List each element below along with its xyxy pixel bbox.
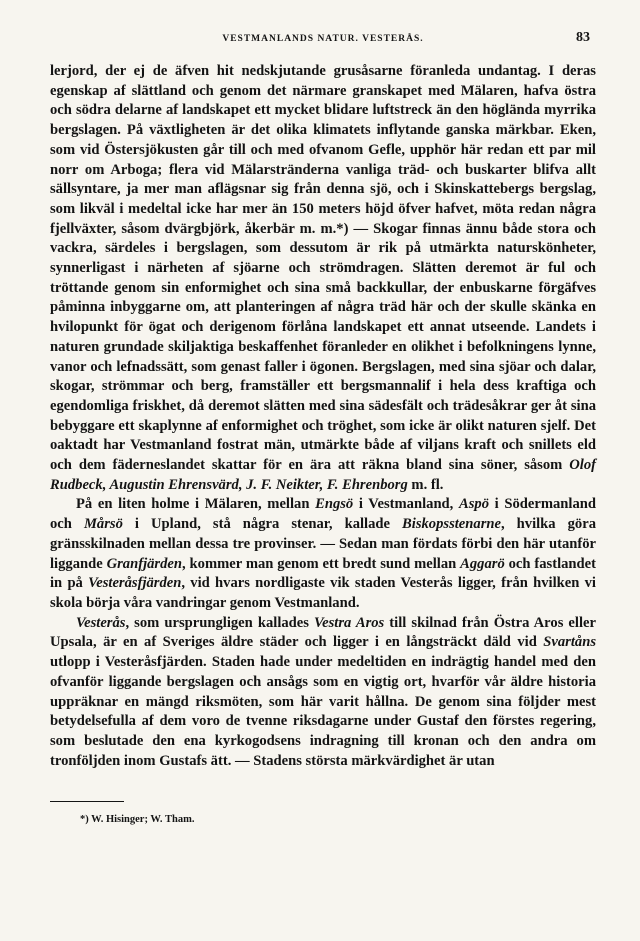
p2-italic-4: Biskopsstenarne	[402, 516, 501, 533]
p2-italic-7: Vesteråsfjärden	[88, 575, 182, 592]
running-title: VESTMANLANDS NATUR. VESTERÅS.	[222, 34, 424, 44]
p3-italic-1: Vesterås	[76, 614, 126, 631]
p2-text-3: i Södermanland och	[50, 496, 596, 533]
p2-text-1: På en liten holme i Mälaren, mellan	[76, 496, 316, 513]
p3-text-2: till skilnad från Östra Aros eller Upsala, är en af Sveriges äldre städer och ligger i en långsträckt däld vid	[50, 614, 596, 651]
p3-italic-3: Svartåns	[543, 634, 596, 651]
footnote-divider	[50, 801, 124, 802]
p2-italic-2: Aspö	[458, 496, 489, 513]
running-head	[50, 30, 596, 56]
paragraph-2	[50, 495, 596, 613]
p2-text-6: , kommer man genom ett bredt sund mellan	[182, 555, 461, 572]
p1-text-2: m. fl.	[407, 476, 444, 493]
p2-italic-1: Engsö	[315, 496, 354, 513]
p2-italic-3: Mårsö	[83, 516, 123, 533]
p3-italic-2: Vestra Aros	[314, 614, 385, 631]
p1-notable-names: Olof Rudbeck, Augustin Ehrensvärd, J. F. Neikter, F. Ehrenborg	[50, 457, 596, 493]
p2-italic-5: Granfjärden	[106, 555, 183, 572]
p2-text-4: i Upland, stå några stenar, kallade	[122, 516, 403, 533]
p2-text-5: , hvilka göra gränsskilnaden mellan dessa tre provinser. — Sedan man fördats förbi den här utanför liggande	[50, 516, 596, 572]
p2-italic-6: Aggarö	[460, 555, 505, 572]
p2-text-8: , vid hvars nordligaste vik staden Vesterås ligger, från hvilken vi skola börja våra vandringar genom Vestmanland.	[50, 575, 596, 611]
paragraph-1	[50, 62, 596, 495]
p3-text-3: utlopp i Vesteråsfjärden. Staden hade under medeltiden en indrägtig handel med den ofvanför liggande bergslagen och ansågs som en vigtig ort, hvarför vår äldre historia uppräknar en mängd riksmöten, som här varit hållna. De genom sina följder mest betydelsefulla af dem voro de tvenne riksdagarne under Gustaf den förstes regering, som beslutade den ena kyrkogodsens indragning till kronan och den andra om tronföljden inom Gustafs ätt. — Stadens största märkvärdighet är utan	[50, 654, 596, 769]
body-text	[50, 62, 596, 771]
p2-text-7: och fastlandet in på	[50, 555, 597, 592]
paragraph-3	[50, 614, 596, 772]
footnote: *) W. Hisinger; W. Tham.	[80, 814, 195, 826]
page-number: 83	[576, 30, 590, 45]
p1-text-1: lerjord, der ej de äfven hit nedskjutande grusåsarne föranleda undantag. I deras egenskap af slättland och genom det närmare granskapet med Mälaren, hafva östra och södra delarne af landskapet ett mycket blidare luftstreck än den höglända myrrika bergslagen. På växtligheten är det olika klimatets inflytande ganska märkbar. Eken, som vid Östersjökusten går till och med ofvanom Gefle, upphör här redan ett par mil norr om Arboga; flera vid Mälarstränderna vanliga träd- och buskarter blifva allt sällsyntare, ja mer man aflägsnar sig från denna sjö, och i Skinskattebergs bergslag, som likväl i medeltal icke har mer än 150 meters höjd öfver hafvet, möta redan några fjellväxter, såsom dvärgbjörk, åkerbär m. m.*) — Skogar finnas ännu både stora och vackra, särdeles i bergslagen, som dessutom är rik på utmärkta naturskönheter, synnerligast i närheten af sjöarne och strömdragen. Slätten deremot är ful och tröttande genom sin enformighet och sina små backkullar, der enbuskarne förgäfves påminna inbyggarne om, att planteringen af några träd här och der skulle skänka en hvilopunkt för ögat och derigenom förlåna landskapet ett annat utseende. Landets i naturen grundade skiljaktiga beskaffenhet föranleder en olikhet i befolkningens lynne, vanor och lefnadssätt, som genast faller i ögonen. Bergslagen, med sina sjöar och dalar, skogar, strömmar och berg, framställer ett bergsmannalif i hela dess kraftiga och egendomliga friskhet, då deremot slätten med sina sädesfält och trädesåkrar ger åt sina bebyggare ett skaplynne af enformighet och tröghet, som icke är olikt naturen sjelf. Det oaktadt har Vestmanland fostrat män, utmärkte både af viljans kraft och snillets eld och dem fäderneslandet skattar för en ära att räkna bland sina söner, såsom	[50, 63, 596, 474]
p3-text-1: , som ursprungligen kallades	[125, 614, 315, 631]
p2-text-2: i Vestmanland,	[353, 496, 459, 513]
